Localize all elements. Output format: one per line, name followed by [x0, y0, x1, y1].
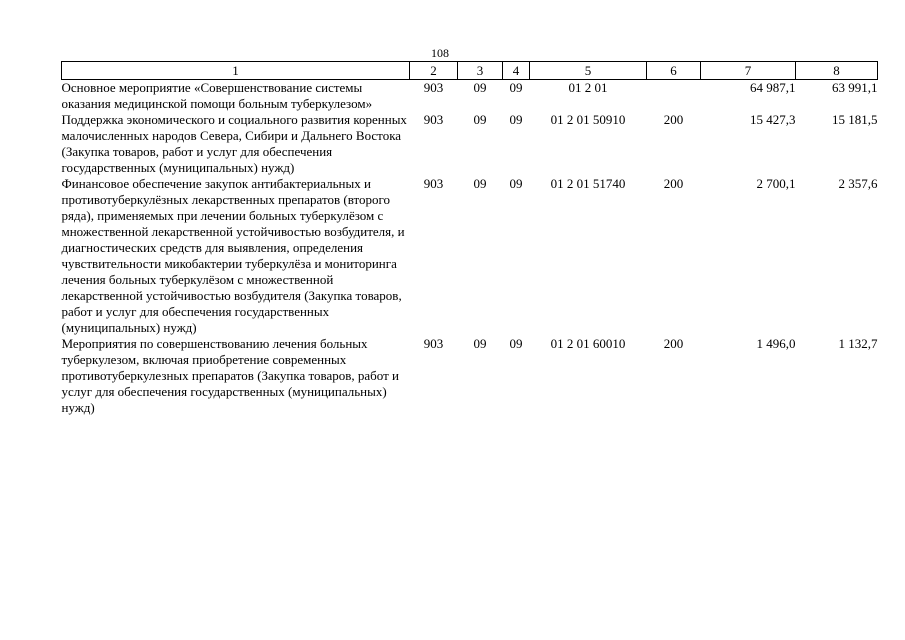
table-row	[62, 112, 878, 176]
table-row	[62, 176, 878, 336]
row-col5: 01 2 01	[568, 80, 608, 95]
row-col6: 200	[663, 336, 684, 351]
header-cell: 3	[458, 62, 503, 80]
row-col3: 09	[473, 80, 487, 95]
row-col7: 1 496,0	[756, 336, 796, 351]
row-col5: 01 2 01 60010	[550, 336, 626, 351]
row-col6: 200	[663, 176, 684, 191]
row-col8: 2 357,6	[838, 176, 878, 191]
header-cell: 5	[530, 62, 647, 80]
row-col2: 903	[423, 112, 444, 127]
header-cell: 7	[701, 62, 796, 80]
row-col8: 1 132,7	[838, 336, 878, 351]
row-col3: 09	[473, 176, 487, 191]
header-cell: 1	[62, 62, 410, 80]
table-row	[62, 336, 878, 416]
row-col2: 903	[423, 336, 444, 351]
row-col7: 64 987,1	[750, 80, 796, 95]
row-col6	[647, 80, 701, 113]
row-col4: 09	[509, 80, 523, 95]
row-col5: 01 2 01 51740	[550, 176, 626, 191]
header-cell: 4	[503, 62, 530, 80]
row-col3: 09	[473, 336, 487, 351]
row-name: Основное мероприятие «Совершенствование системы оказания медицинской помощи больным туберкулезом»	[61, 80, 373, 111]
page-number: 108	[431, 46, 449, 60]
row-col5: 01 2 01 50910	[550, 112, 626, 127]
row-col4: 09	[509, 176, 523, 191]
row-col4: 09	[509, 112, 523, 127]
table-row	[62, 80, 878, 113]
header-cell: 8	[796, 62, 878, 80]
row-name: Финансовое обеспечение закупок антибактериальных и противотуберкулёзных лекарственных препаратов (второго ряда), применяемых при лечении больных туберкулёзом с множественной лекарственной устойчивостью возбудителя, и диагностических средств для выявления, определения чувствительности микобактерии туберкулёза и мониторинга лечения больных туберкулёзом с множественной лекарственной устойчивостью возбудителя (Закупка товаров, работ и услуг для обеспечения государственных (муниципальных) нужд)	[61, 176, 405, 335]
row-col2: 903	[423, 80, 444, 95]
row-col7: 2 700,1	[756, 176, 796, 191]
header-cell: 2	[410, 62, 458, 80]
row-col6: 200	[663, 112, 684, 127]
row-col8: 15 181,5	[832, 112, 878, 127]
header-cell: 6	[647, 62, 701, 80]
row-col8: 63 991,1	[832, 80, 878, 95]
row-col3: 09	[473, 112, 487, 127]
row-name: Мероприятия по совершенствованию лечения больных туберкулезом, включая приобретение современных противотуберкулезных препаратов (Закупка товаров, работ и услуг для обеспечения государственных (муниципальных) нужд)	[61, 336, 400, 415]
row-col7: 15 427,3	[750, 112, 796, 127]
budget-table	[61, 61, 878, 416]
row-col4: 09	[509, 336, 523, 351]
row-name: Поддержка экономического и социального развития коренных малочисленных народов Севера, Сибири и Дальнего Востока (Закупка товаров, работ и услуг для обеспечения государственных (муниципальных) нужд)	[61, 112, 407, 175]
row-col2: 903	[423, 176, 444, 191]
header-row	[62, 62, 878, 80]
